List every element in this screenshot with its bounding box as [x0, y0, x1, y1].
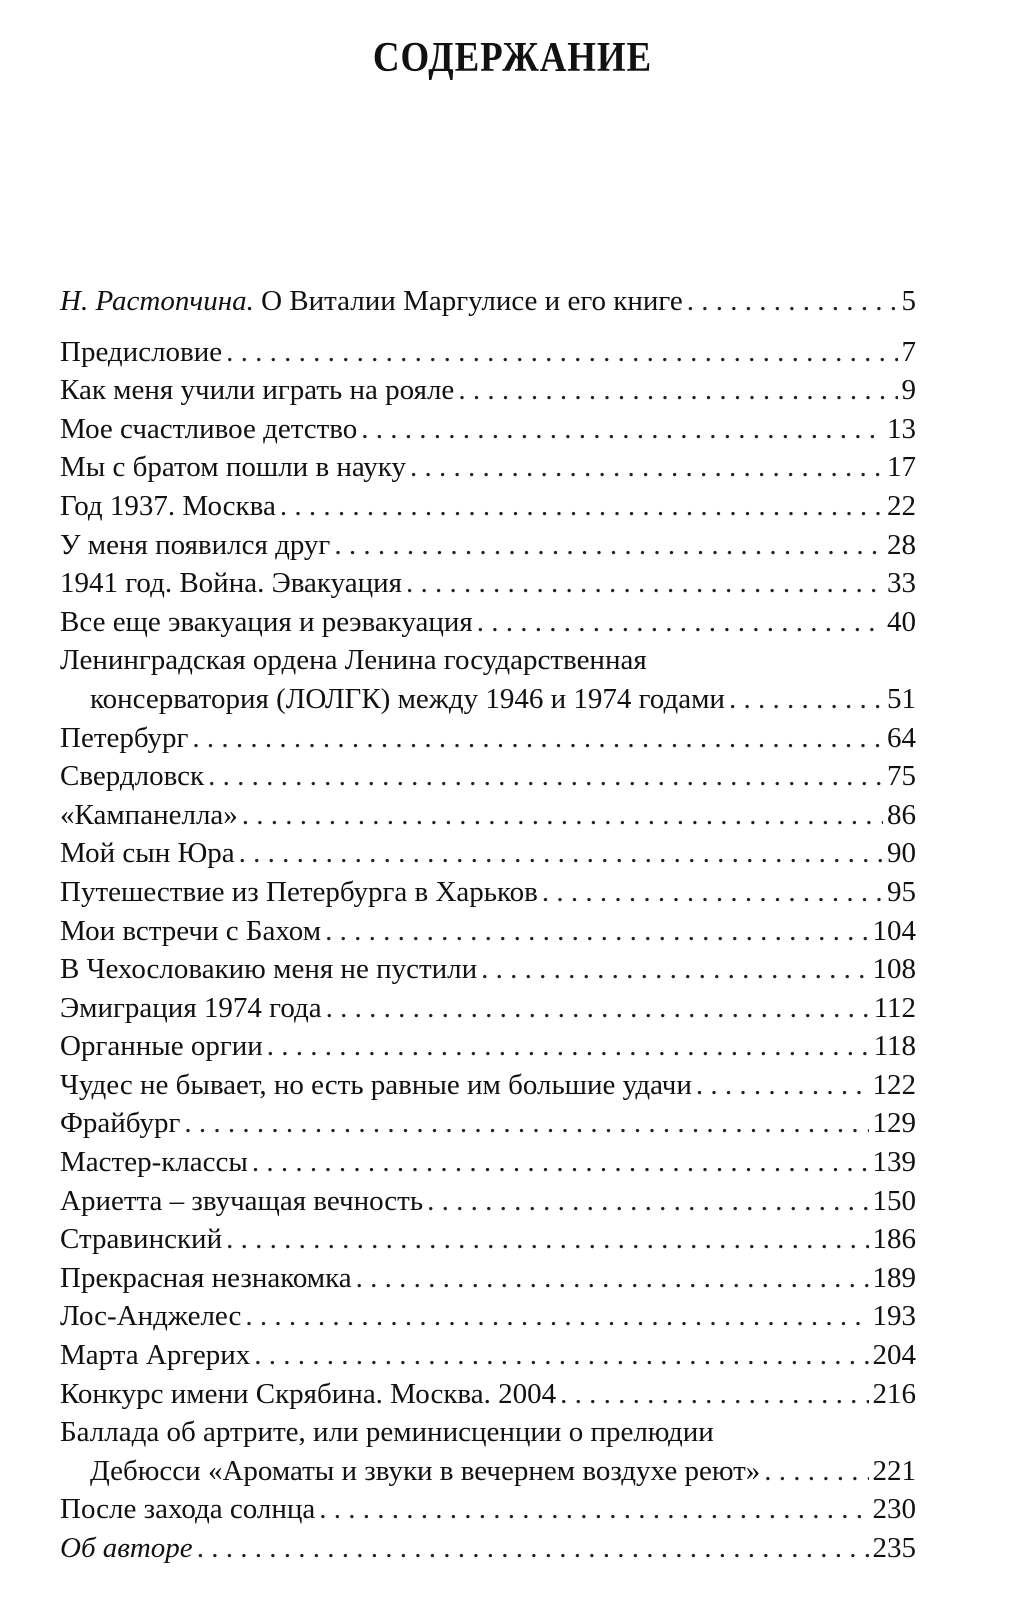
- toc-list: [60, 719, 916, 1414]
- toc-entry-title: Стравинский: [60, 1223, 223, 1256]
- toc-entry-page: 108: [872, 953, 916, 986]
- dot-leader: [764, 1452, 868, 1491]
- toc-entry: [60, 1182, 916, 1221]
- dot-leader: [687, 282, 898, 321]
- toc-entry-title: Путешествие из Петербурга в Харьков: [60, 875, 538, 908]
- table-of-contents: [60, 282, 916, 1568]
- toc-entry-page: 235: [872, 1532, 916, 1564]
- toc-entry-page: 28: [887, 528, 916, 561]
- toc-entry-page: 22: [887, 489, 916, 522]
- toc-entry-title: Лос-Анджелес: [60, 1300, 242, 1333]
- toc-entry: [60, 719, 916, 758]
- toc-entry: [60, 1375, 916, 1414]
- dot-leader: [192, 719, 883, 758]
- toc-entry-page: 33: [887, 567, 916, 600]
- toc-entry-title: Год 1937. Москва: [60, 489, 276, 522]
- toc-entry-page: 75: [887, 760, 916, 793]
- toc-entry-page: 230: [872, 1493, 916, 1526]
- dot-leader: [326, 989, 870, 1028]
- dot-leader: [542, 873, 883, 912]
- toc-entry-page: 13: [887, 412, 916, 445]
- toc-entry-page: 129: [872, 1107, 916, 1140]
- toc-entry: [60, 1452, 916, 1491]
- toc-entry-title: Марта Аргерих: [60, 1339, 251, 1372]
- dot-leader: [208, 757, 883, 796]
- toc-entry: [60, 757, 916, 796]
- toc-entry-page: 189: [872, 1261, 916, 1294]
- toc-entry-author: Н. Растопчина.: [60, 285, 254, 317]
- toc-entry-title: Ариетта – звучащая вечность: [60, 1184, 424, 1217]
- toc-entry-title: Чудес не бывает, но есть равные им большие удачи: [60, 1068, 692, 1101]
- toc-entry-title: У меня появился друг: [60, 528, 331, 561]
- toc-entry: [60, 448, 916, 487]
- toc-entry-title: Мы с братом пошли в науку: [60, 451, 406, 484]
- dot-leader: [481, 950, 868, 989]
- toc-entry-title: Петербург: [60, 721, 189, 754]
- toc-entry: [60, 1336, 916, 1375]
- toc-entry-title: После захода солнца: [60, 1493, 316, 1526]
- toc-entry: [60, 526, 916, 565]
- toc-entry-page: 139: [872, 1146, 916, 1179]
- toc-entry-title: Об авторе: [60, 1532, 193, 1564]
- toc-entry-page: 118: [873, 1030, 916, 1063]
- dot-leader: [427, 1182, 868, 1221]
- toc-entry-title: О Виталии Маргулисе и его книге: [253, 285, 683, 317]
- toc-entry: [60, 603, 916, 642]
- toc-entry: [60, 912, 916, 951]
- toc-entry: [60, 282, 916, 321]
- toc-entry-title: Мое счастливое детство: [60, 412, 358, 445]
- toc-entry-title: 1941 год. Война. Эвакуация: [60, 567, 402, 600]
- toc-entry-title: консерватория (ЛОЛГК) между 1946 и 1974 годами: [90, 682, 725, 715]
- dot-leader: [729, 680, 883, 719]
- toc-entry-page: 122: [872, 1068, 916, 1101]
- toc-entry-title: «Кампанелла»: [60, 798, 238, 831]
- toc-entry: [60, 333, 916, 372]
- dot-leader: [254, 1336, 868, 1375]
- toc-entry-page: 51: [887, 682, 916, 715]
- toc-entry: [60, 680, 916, 719]
- toc-entry-title: Конкурс имени Скрябина. Москва. 2004: [60, 1377, 557, 1410]
- toc-entry: [60, 834, 916, 873]
- toc-entry-title: В Чехословакию меня не пустили: [60, 953, 478, 986]
- toc-entry: [60, 487, 916, 526]
- toc-entry-page: 204: [872, 1339, 916, 1372]
- dot-leader: [226, 1220, 868, 1259]
- toc-entry-page: 193: [872, 1300, 916, 1333]
- toc-entry-page: 112: [873, 991, 916, 1024]
- dot-leader: [325, 912, 868, 951]
- toc-entry-page: 90: [887, 837, 916, 870]
- toc-entry: [60, 1104, 916, 1143]
- dot-leader: [458, 371, 897, 410]
- dot-leader: [406, 564, 883, 603]
- toc-entry-title: Эмиграция 1974 года: [60, 991, 322, 1024]
- toc-entry-page: 150: [872, 1184, 916, 1217]
- toc-entry: [60, 796, 916, 835]
- toc-entry: [60, 371, 916, 410]
- dot-leader: [245, 1297, 868, 1336]
- toc-entry-title: Органные оргии: [60, 1030, 263, 1063]
- toc-entry-page: 40: [887, 605, 916, 638]
- dot-leader: [319, 1490, 868, 1529]
- toc-entry: [60, 1490, 916, 1529]
- toc-entry: [60, 564, 916, 603]
- toc-entry-title: Фрайбург: [60, 1107, 181, 1140]
- toc-entry: [60, 1220, 916, 1259]
- dot-leader: [477, 603, 883, 642]
- toc-entry-label: [60, 282, 683, 321]
- toc-list: [60, 1490, 916, 1529]
- dot-leader: [560, 1375, 868, 1414]
- toc-entry-page: 186: [872, 1223, 916, 1256]
- toc-entry: [60, 1143, 916, 1182]
- toc-entry: [60, 410, 916, 449]
- toc-entry-title: Мои встречи с Бахом: [60, 914, 322, 947]
- toc-entry: [60, 989, 916, 1028]
- toc-entry-page: 216: [872, 1377, 916, 1410]
- toc-entry-title: Как меня учили играть на рояле: [60, 374, 455, 407]
- toc-entry-page: 5: [901, 285, 916, 317]
- dot-leader: [239, 834, 883, 873]
- dot-leader: [361, 410, 883, 449]
- dot-leader: [410, 448, 883, 487]
- toc-entry: [60, 1259, 916, 1298]
- dot-leader: [280, 487, 883, 526]
- toc-entry-title-line: Баллада об артрите, или реминисценции о прелюдии: [60, 1416, 714, 1449]
- dot-leader: [226, 333, 897, 372]
- dot-leader: [696, 1066, 869, 1105]
- toc-entry: [60, 1066, 916, 1105]
- dot-leader: [356, 1259, 869, 1298]
- dot-leader: [252, 1143, 869, 1182]
- toc-entry: [60, 1297, 916, 1336]
- toc-entry: [60, 1529, 916, 1568]
- toc-entry-page: 9: [901, 374, 916, 407]
- toc-entry-page: 64: [887, 721, 916, 754]
- toc-entry-page: 17: [887, 451, 916, 484]
- toc-entry-page: 86: [887, 798, 916, 831]
- toc-entry-title-line: Ленинградская ордена Ленина государственная: [60, 644, 647, 677]
- toc-entry-page: 221: [872, 1454, 916, 1487]
- toc-entry-page: 95: [887, 875, 916, 908]
- toc-entry-title: Все еще эвакуация и реэвакуация: [60, 605, 473, 638]
- toc-entry: [60, 873, 916, 912]
- dot-leader: [267, 1027, 870, 1066]
- toc-entry-title: Предисловие: [60, 335, 223, 368]
- dot-leader: [184, 1104, 868, 1143]
- toc-entry-title: Прекрасная незнакомка: [60, 1261, 352, 1294]
- toc-list: [60, 333, 916, 642]
- toc-entry: [60, 1027, 916, 1066]
- page-title: СОДЕРЖАНИЕ: [372, 35, 653, 81]
- toc-entry-title: Свердловск: [60, 760, 205, 793]
- toc-entry-title: Мой сын Юра: [60, 837, 235, 870]
- dot-leader: [334, 526, 883, 565]
- toc-entry-title: Мастер-классы: [60, 1146, 248, 1179]
- dot-leader: [197, 1529, 869, 1568]
- toc-entry-title: Дебюсси «Ароматы и звуки в вечернем воздухе реют»: [90, 1454, 761, 1487]
- toc-entry-page: 104: [872, 914, 916, 947]
- toc-entry: [60, 950, 916, 989]
- toc-entry-page: 7: [901, 335, 916, 368]
- dot-leader: [242, 796, 883, 835]
